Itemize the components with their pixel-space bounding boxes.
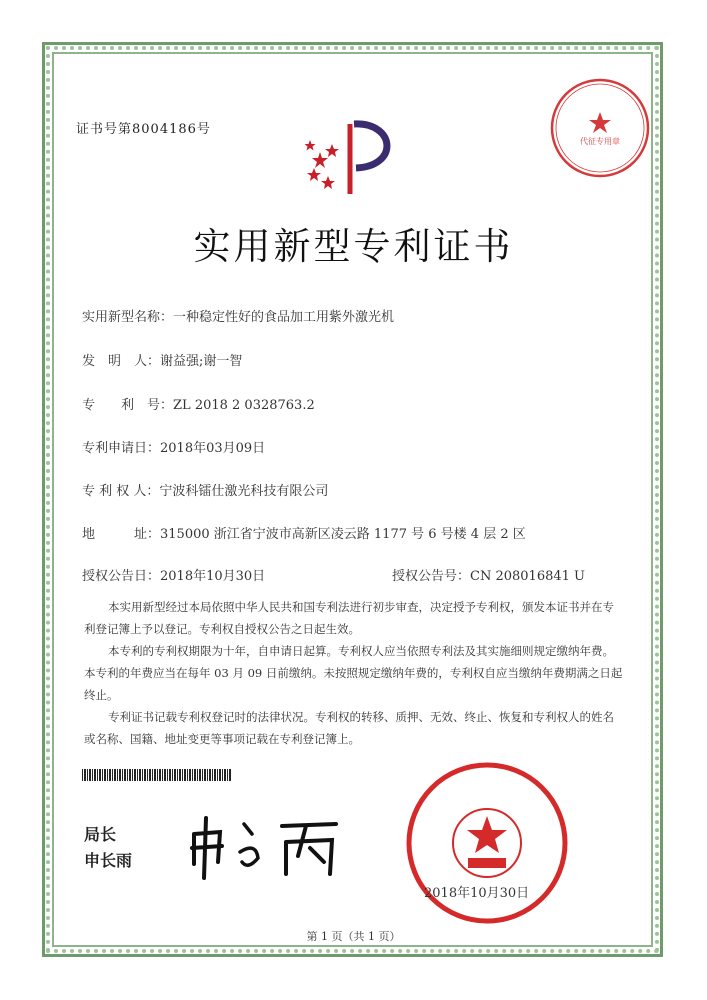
agency-stamp [548,76,652,180]
field-inventor [82,350,242,369]
certificate-number: 证书号第8004186号 [76,122,211,137]
patent-office-logo [300,118,410,198]
director-signature [186,812,346,882]
statement-paragraph: 本实用新型经过本局依照中华人民共和国专利法进行初步审查，决定授予专利权，颁发本证书并在专利登记簿上予以登记。专利权自授权公告之日起生效。 [84,600,614,636]
field-application-date [82,437,265,456]
certificate-title: 实用新型专利证书 [193,225,514,268]
field-label: 授权公告日： [82,569,161,584]
field-patentee [82,480,328,499]
field-utility-model-name [82,306,394,325]
certificate-statement [84,596,624,750]
director-title: 局长 [84,825,117,844]
field-value: 谢益强;谢一智 [160,354,243,369]
field-label: 专 利 号： [82,398,174,413]
field-label: 实用新型名称： [82,310,174,325]
director-name: 申长雨 [84,851,133,870]
field-value: ZL 2018 2 0328763.2 [173,398,315,413]
svg-text:代征专用章: 代征专用章 [580,137,620,146]
field-label: 专 利 权 人： [82,484,160,499]
field-label: 地 址： [82,527,161,542]
field-label: 授权公告号： [392,569,471,584]
statement-paragraph: 专利证书记载专利权登记时的法律状况。专利权的转移、质押、无效、终止、恢复和专利权人的姓名或名称、国籍、地址变更等事项记载在专利登记簿上。 [84,710,614,746]
field-label: 发 明 人： [82,354,161,369]
barcode [82,769,232,781]
page-footer: 第 1 页（共 1 页） [306,930,401,943]
statement-paragraph: 本专利的专利权期限为十年，自申请日起算。专利权人应当依照专利法及其实施细则规定缴纳年费。本专利的年费应当在每年 03 月 09 日前缴纳。未按照规定缴纳年费的，专利权自应当缴纳年费期满之日起终止。 [84,644,623,702]
official-seal [402,758,572,928]
field-address [82,523,526,542]
field-value: 2018年03月09日 [160,441,266,456]
field-value: CN 208016841 U [470,569,585,584]
field-grant-number [392,565,585,584]
field-value: 2018年10月30日 [160,569,266,584]
field-value: 宁波科镭仕激光科技有限公司 [159,484,329,499]
field-grant-date [82,565,265,584]
seal-date: 2018年10月30日 [424,886,530,901]
field-value: 315000 浙江省宁波市高新区凌云路 1177 号 6 号楼 4 层 2 区 [160,527,526,542]
field-value: 一种稳定性好的食品加工用紫外激光机 [173,310,395,325]
field-patent-number [82,394,315,413]
field-label: 专利申请日： [82,441,161,456]
